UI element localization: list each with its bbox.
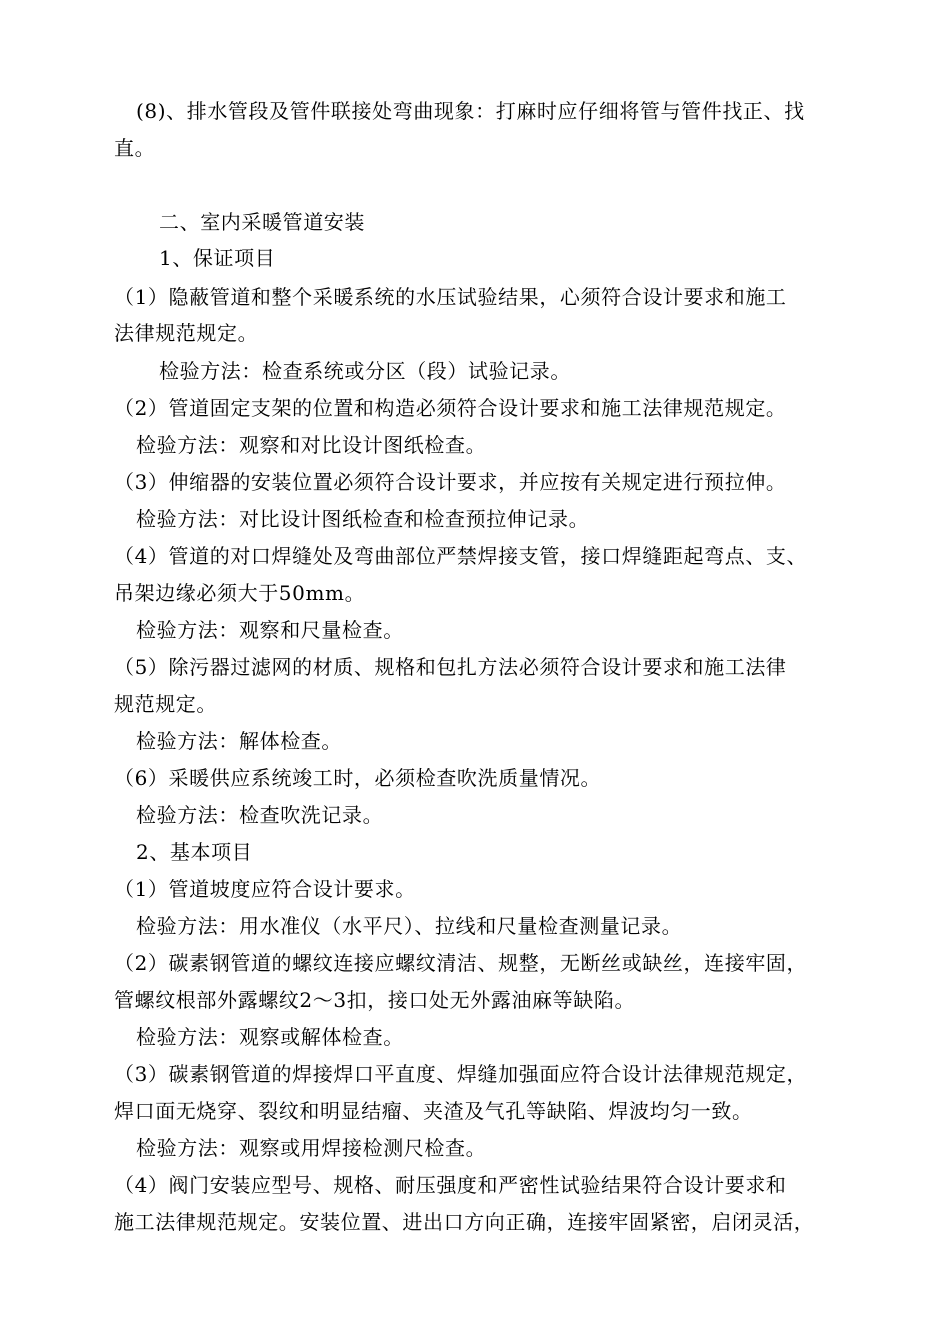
text-line-17: 检验方法：解体检查。	[136, 729, 342, 753]
text-line-13: 吊架边缘必须大于50mm。	[114, 581, 366, 605]
text-line-9: 检验方法：观察和对比设计图纸检查。	[136, 433, 487, 457]
text-line-5: （1）隐蔽管道和整个采暖系统的水压试验结果，心须符合设计要求和施工	[114, 285, 787, 309]
subsection-heading-2: 2、基本项目	[136, 840, 253, 864]
text-line-28: 检验方法：观察或用焊接检测尺检查。	[136, 1136, 487, 1160]
text-line-26: （3）碳素钢管道的焊接焊口平直度、焊缝加强面应符合设计法律规范规定，	[114, 1062, 808, 1086]
text-line-30: 施工法律规范规定。安装位置、进出口方向正确，连接牢固紧密，启闭灵活，	[114, 1210, 815, 1234]
text-line-12: （4）管道的对口焊缝处及弯曲部位严禁焊接支管，接口焊缝距起弯点、支、	[114, 544, 808, 568]
text-line-24: 管螺纹根部外露螺纹2～3扣，接口处无外露油麻等缺陷。	[114, 988, 636, 1012]
text-line-14: 检验方法：观察和尺量检查。	[136, 618, 404, 642]
text-line-29: （4）阀门安装应型号、规格、耐压强度和严密性试验结果符合设计要求和	[114, 1173, 787, 1197]
text-line-22: 检验方法：用水准仪（水平尺）、拉线和尺量检查测量记录。	[136, 914, 683, 938]
text-line-16: 规范规定。	[114, 692, 217, 716]
text-line-23: （2）碳素钢管道的螺纹连接应螺纹清洁、规整，无断丝或缺丝，连接牢固，	[114, 951, 808, 975]
text-line-1: (8)、排水管段及管件联接处弯曲现象：打麻时应仔细将管与管件找正、找	[136, 99, 805, 123]
text-line-27: 焊口面无烧穿、裂纹和明显结瘤、夹渣及气孔等缺陷、焊波均匀一致。	[114, 1099, 753, 1123]
text-line-8: （2）管道固定支架的位置和构造必须符合设计要求和施工法律规范规定。	[114, 396, 787, 420]
text-line-21: （1）管道坡度应符合设计要求。	[114, 877, 416, 901]
text-line-11: 检验方法：对比设计图纸检查和检查预拉伸记录。	[136, 507, 590, 531]
text-line-6: 法律规范规定。	[114, 321, 259, 345]
text-line-25: 检验方法：观察或解体检查。	[136, 1025, 404, 1049]
text-line-10: （3）伸缩器的安装位置必须符合设计要求，并应按有关规定进行预拉伸。	[114, 470, 787, 494]
subsection-heading-1: 1、保证项目	[159, 246, 276, 270]
text-line-18: （6）采暖供应系统竣工时，必须检查吹洗质量情况。	[114, 766, 602, 790]
text-line-15: （5）除污器过滤网的材质、规格和包扎方法必须符合设计要求和施工法律	[114, 655, 787, 679]
text-line-7: 检验方法：检查系统或分区（段）试验记录。	[159, 359, 571, 383]
section-heading: 二、室内采暖管道安装	[159, 210, 365, 234]
text-line-19: 检验方法：检查吹洗记录。	[136, 803, 384, 827]
text-line-2: 直。	[114, 136, 156, 160]
